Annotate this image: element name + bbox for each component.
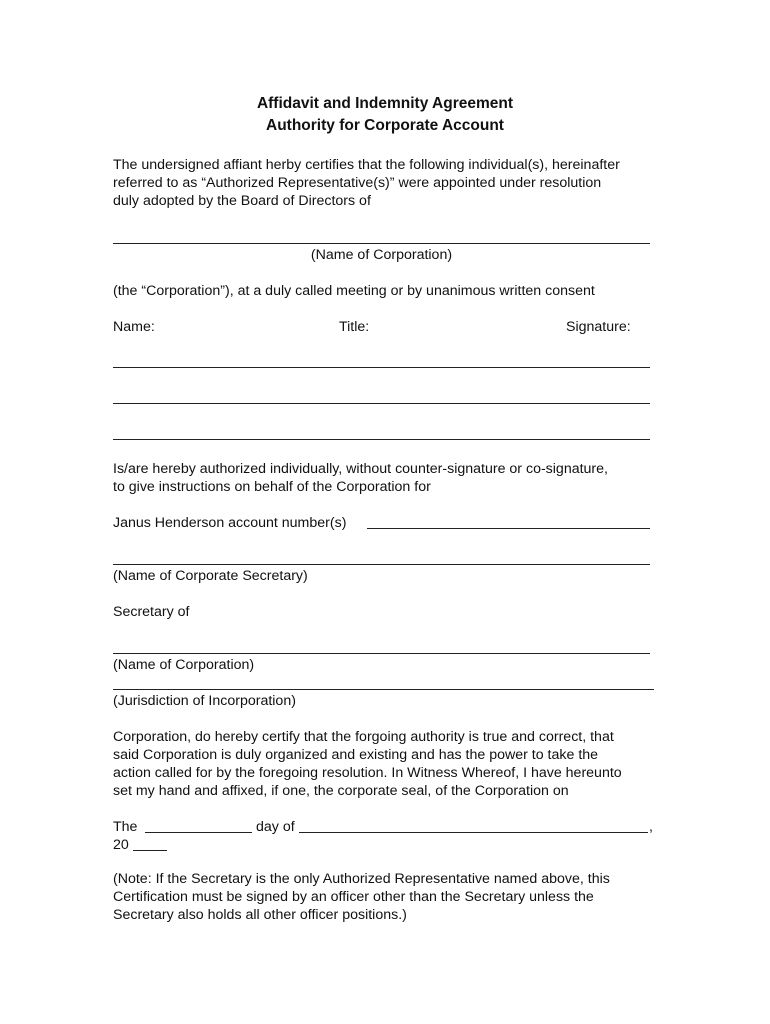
meeting-text: (the “Corporation”), at a duly called meeting or by unanimous written consent	[113, 283, 595, 299]
note-line: (Note: If the Secretary is the only Authorized Representative named above, this	[113, 871, 610, 887]
date-year-blank[interactable]	[133, 850, 167, 851]
certification-line: set my hand and affixed, if one, the corporate seal, of the Corporation on	[113, 783, 569, 799]
date-comma: ,	[649, 819, 653, 835]
corporation-name-blank[interactable]	[113, 243, 650, 244]
intro-paragraph	[113, 156, 658, 210]
corporation-name-blank-2[interactable]	[113, 653, 650, 654]
jurisdiction-label: (Jurisdiction of Incorporation)	[113, 693, 296, 709]
document-title-line1: Affidavit and Indemnity Agreement	[256, 95, 514, 112]
certification-line: Corporation, do hereby certify that the forgoing authority is true and correct, that	[113, 729, 614, 745]
intro-line: referred to as “Authorized Representative(s)” were appointed under resolution	[113, 175, 602, 191]
document-title-line2: Authority for Corporate Account	[266, 117, 504, 134]
date-day-blank[interactable]	[145, 832, 252, 833]
certification-line: action called for by the foregoing resolution. In Witness Whereof, I have hereunto	[113, 765, 622, 781]
representative-line-3[interactable]	[113, 439, 650, 440]
title-column-header: Title:	[339, 319, 370, 335]
authorization-line: to give instructions on behalf of the Corporation for	[113, 479, 431, 495]
account-number-label: Janus Henderson account number(s)	[113, 515, 347, 531]
intro-line: The undersigned affiant herby certifies that the following individual(s), hereinafter	[113, 157, 620, 173]
corporation-name-label-2: (Name of Corporation)	[113, 657, 255, 673]
date-year-prefix: 20	[113, 837, 129, 853]
authorization-paragraph	[113, 460, 658, 496]
date-day-of-text: day of	[256, 819, 295, 835]
representative-line-1[interactable]	[113, 367, 650, 368]
note-line: Certification must be signed by an officer other than the Secretary unless the	[113, 889, 594, 905]
authorization-line: Is/are hereby authorized individually, without counter-signature or co-signature,	[113, 461, 608, 477]
note-line: Secretary also holds all other officer positions.)	[113, 907, 407, 923]
representative-line-2[interactable]	[113, 403, 650, 404]
signature-column-header: Signature:	[566, 319, 631, 335]
certification-paragraph	[113, 728, 658, 800]
jurisdiction-blank[interactable]	[113, 689, 654, 690]
secretary-name-blank[interactable]	[113, 564, 650, 565]
account-number-blank[interactable]	[367, 528, 650, 529]
secretary-name-label: (Name of Corporate Secretary)	[113, 568, 308, 584]
name-column-header: Name:	[113, 319, 155, 335]
date-the-text: The	[113, 819, 138, 835]
date-month-blank[interactable]	[299, 832, 648, 833]
intro-line: duly adopted by the Board of Directors of	[113, 193, 371, 209]
certification-line: said Corporation is duly organized and existing and has the power to take the	[113, 747, 599, 763]
secretary-of-text: Secretary of	[113, 604, 190, 620]
note-paragraph	[113, 870, 658, 924]
corporation-name-label: (Name of Corporation)	[310, 247, 453, 263]
